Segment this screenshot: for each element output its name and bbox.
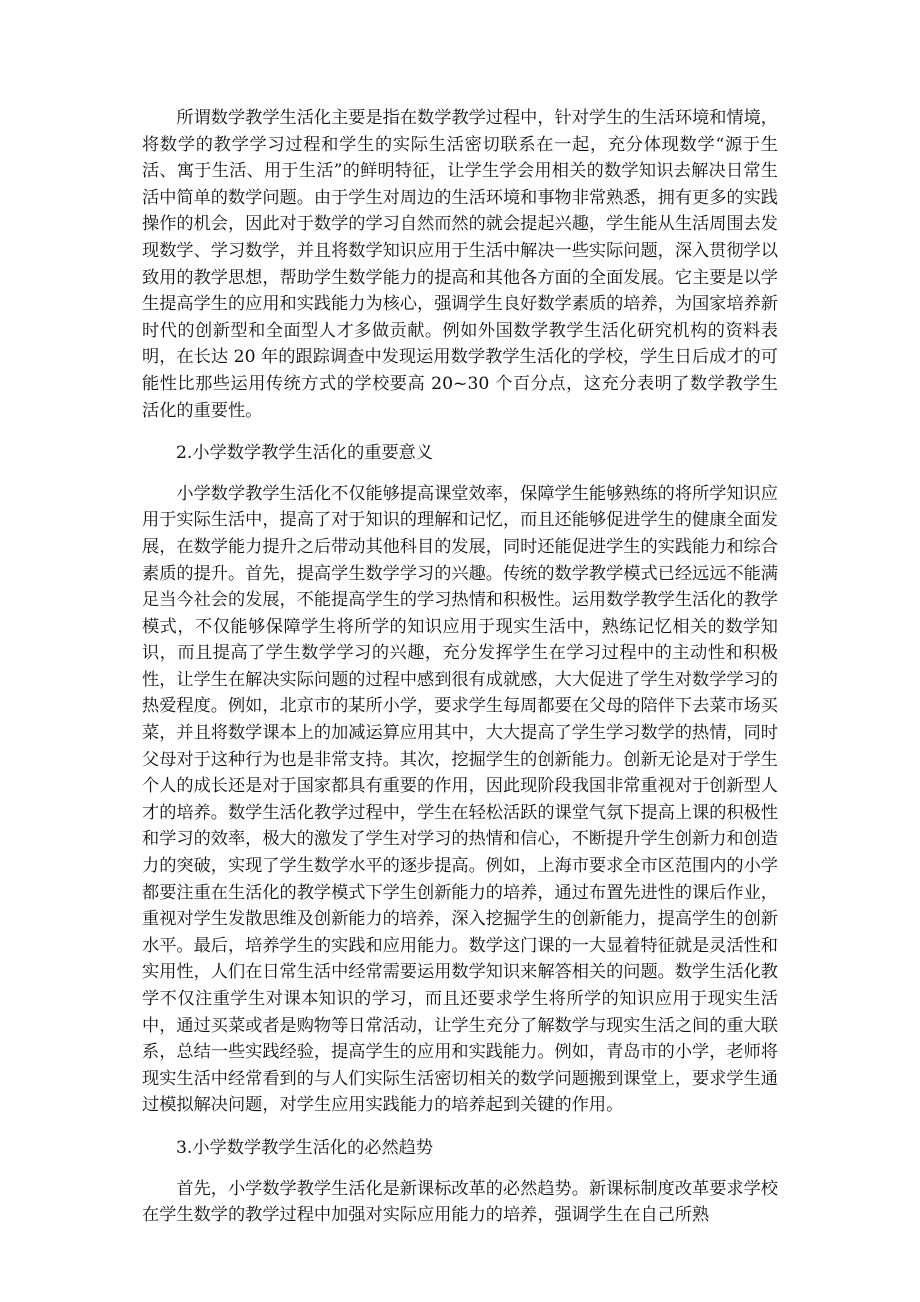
section-heading-3: 3.小学数学教学生活化的必然趋势: [176, 1137, 434, 1158]
section-heading-2: 2.小学数学教学生活化的重要意义: [176, 443, 434, 464]
body-paragraph-intro: 所谓数学教学生活化主要是指在数学教学过程中，针对学生的生活环境和情境，将数学的教学学习过程和学生的实际生活密切联系在一起，充分体现数学“源于生活、寓于生活、用于生活”的鲜明特征，让学生学会用相关的数学知识去解决日常生活中简单的数学问题。由于学生对周边的生活环境和事物非常熟悉，拥有更多的实践操作的机会，因此对于数学的学习自然而然的就会提起兴趣，学生能从生活周围去发现数学、学习数学，并且将数学知识应用于生活中解决一些实际问题，深入贯彻学以致用的教学思想，帮助学生数学能力的提高和其他各方面的全面发展。它主要是以学生提高学生的应用和实践能力为核心，强调学生良好数学素质的培养，为国家培养新时代的创新型和全面型人才多做贡献。例如外国数学教学生活化研究机构的资料表明，在长达 20 年的跟踪调查中发现运用数学教学生活化的学校，学生日后成才的可能性比那些运用传统方式的学校要高 20~30 个百分点，这充分表明了数学教学生活化的重要性。: [142, 108, 778, 421]
body-paragraph-trend: 首先，小学数学教学生活化是新课标改革的必然趋势。新课标制度改革要求学校在学生数学的教学过程中加强对实际应用能力的培养，强调学生在自己所熟: [142, 1178, 778, 1226]
document-page: [142, 105, 778, 1229]
body-paragraph-significance: 小学数学教学生活化不仅能够提高课堂效率，保障学生能够熟练的将所学知识应用于实际生活中，提高了对于知识的理解和记忆，而且还能够促进学生的健康全面发展，在数学能力提升之后带动其他科目的发展，同时还能促进学生的实践能力和综合素质的提升。首先，提高学生数学学习的兴趣。传统的数学教学模式已经远远不能满足当今社会的发展，不能提高学生的学习热情和积极性。运用数学教学生活化的教学模式，不仅能够保障学生将所学的知识应用于现实生活中，熟练记忆相关的数学知识，而且提高了学生数学学习的兴趣，充分发挥学生在学习过程中的主动性和积极性，让学生在解决实际问题的过程中感到很有成就感，大大促进了学生对数学学习的热爱程度。例如，北京市的某所小学，要求学生每周都要在父母的陪伴下去菜市场买菜，并且将数学课本上的加减运算应用其中，大大提高了学生学习数学的热情，同时父母对于这种行为也是非常支持。其次，挖掘学生的创新能力。创新无论是对于学生个人的成长还是对于国家都具有重要的作用，因此现阶段我国非常重视对于创新型人才的培养。数学生活化教学过程中，学生在轻松活跃的课堂气氛下提高上课的积极性和学习的效率，极大的激发了学生对学习的热情和信心，不断提升学生创新力和创造力的突破，实现了学生数学水平的逐步提高。例如，上海市要求全市区范围内的小学都要注重在生活化的教学模式下学生创新能力的培养，通过布置先进性的课后作业，重视对学生发散思维及创新能力的培养，深入挖掘学生的创新能力，提高学生的创新水平。最后，培养学生的实践和应用能力。数学这门课的一大显着特征就是灵活性和实用性，人们在日常生活中经常需要运用数学知识来解答相关的问题。数学生活化教学不仅注重学生对课本知识的学习，而且还要求学生将所学的知识应用于现实生活中，通过买菜或者是购物等日常活动，让学生充分了解数学与现实生活之间的重大联系，总结一些实践经验，提高学生的应用和实践能力。例如，青岛市的小学，老师将现实生活中经常看到的与人们实际生活密切相关的数学问题搬到课堂上，要求学生通过模拟解决问题，对学生应用实践能力的培养起到关键的作用。: [142, 483, 778, 1116]
